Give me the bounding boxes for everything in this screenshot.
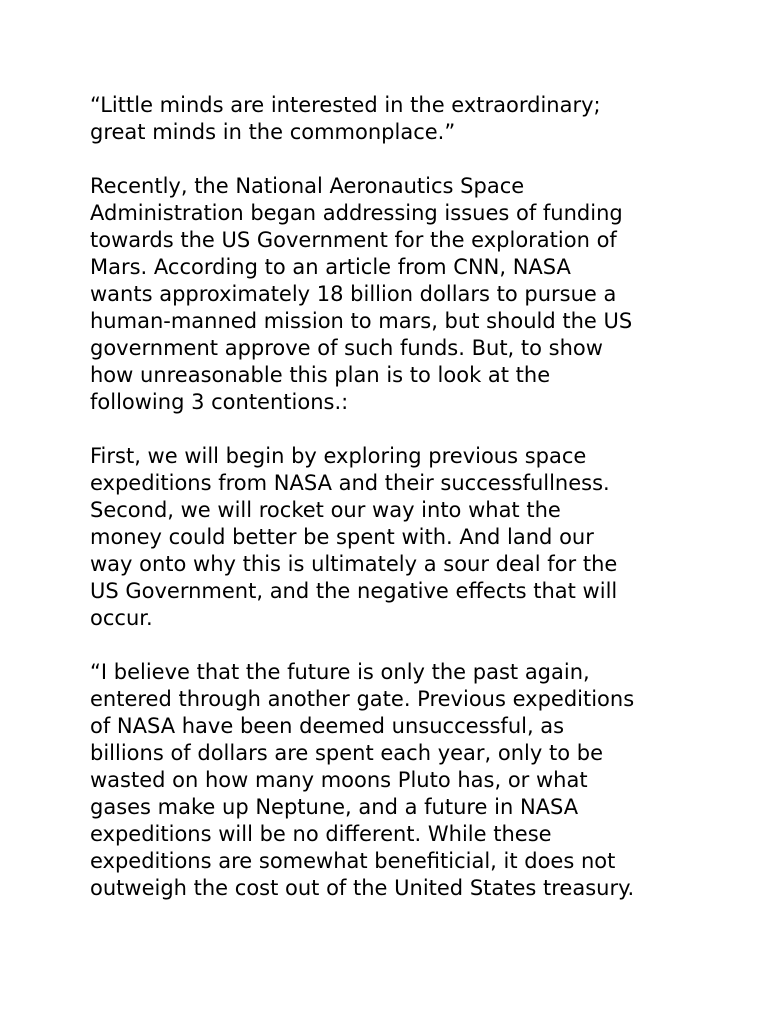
- contentions-paragraph: First, we will begin by exploring previous space expeditions from NASA and their successfullness. Second, we will rocket our way into what the money could better be spent with. And land our way onto why this is ultimately a sour deal for the US Government, and the negative effects that will occur.: [90, 444, 618, 630]
- introduction-paragraph: Recently, the National Aeronautics Space Administration began addressing issues of funding towards the US Government for the exploration of Mars. According to an article from CNN, NASA wants approximately 18 billion dollars to pursue a human-manned mission to mars, but should the US government approve of such funds. But, to show how unreasonable this plan is to look at the following 3 contentions.:: [90, 174, 633, 414]
- first-contention-paragraph: “I believe that the future is only the past again, entered through another gate. Previous expeditions of NASA have been deemed unsuccessful, as billions of dollars are spent each year, only to be wasted on how many moons Pluto has, or what gases make up Neptune, and a future in NASA expeditions will be no different. While these expeditions are somewhat benefiticial, it does not outweigh the cost out of the United States treasury.: [90, 660, 635, 900]
- document-page: [90, 92, 690, 902]
- opening-quote: “Little minds are interested in the extraordinary; great minds in the commonplace.”: [90, 93, 601, 144]
